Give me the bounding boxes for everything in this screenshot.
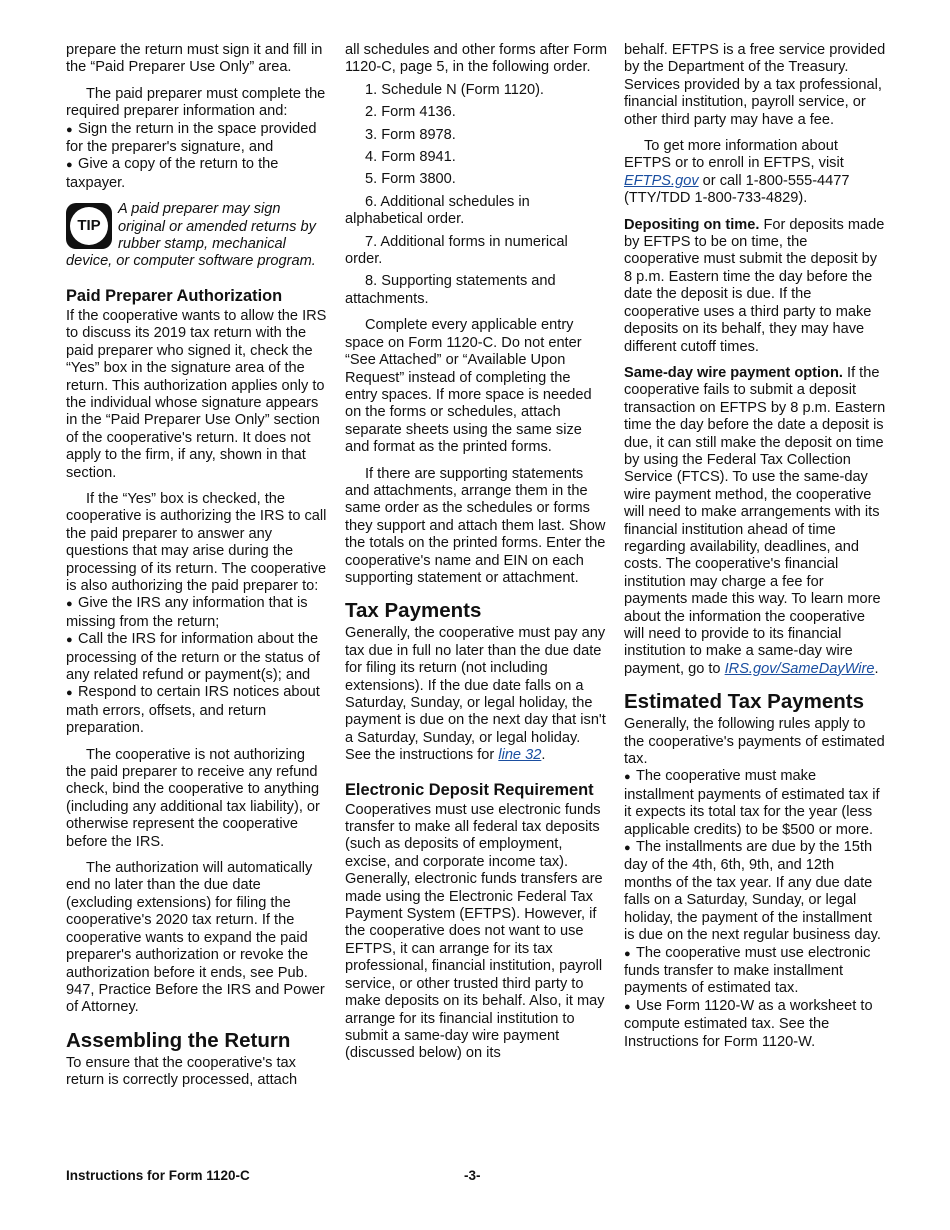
footer-form-title: Instructions for Form 1120-C — [66, 1168, 250, 1183]
paragraph: Generally, the cooperative must pay any tax due in full no later than the due date for filing its return (not including extensions). If the due date falls on a Saturday, Sunday, or legal holiday, the payment is due on the next day that isn't a Saturday, Sunday, or legal holiday. See the instructions for line 32. — [345, 625, 606, 764]
bullet-list-preparer — [66, 121, 328, 193]
paragraph: Cooperatives must use electronic funds transfer to make all federal tax deposits (such as deposits of employment, excise, and corporate income tax). Generally, electronic funds transfers are made using the Electronic Federal Tax Payment System (EFTPS). However, if the cooperative does not want to use EFTPS, it can arrange for its tax professional, financial institution, payroll service, or other trusted third party to make deposits on its behalf. Also, it may arrange for its financial institution to submit a same-day wire payment (discussed below) on its — [345, 801, 605, 1062]
paragraph: behalf. EFTPS is a free service provided by the Department of the Treasury. Services provided by a tax professional, financial institution, payroll service, or other third party may have a fee. — [624, 42, 886, 128]
paragraph: The authorization will automatically end no later than the due date (excluding extensions) for filing the cooperative's 2020 tax return. If the cooperative wants to expand the paid preparer's authorization or revoke the authorization before it ends, see Pub. 947, Practice Before the IRS and Power of Attorney. — [66, 860, 325, 1016]
bullet-icon: ● — [624, 947, 631, 960]
list-item: 2. Form 4136. — [365, 104, 456, 121]
list-item: ● Sign the return in the space provided for the preparer's signature, and — [66, 120, 317, 156]
paragraph-preparer-must: The paid preparer must complete the required preparer information and: — [66, 85, 326, 120]
ordered-list-attachments — [345, 82, 607, 308]
paragraph: Complete every applicable entry space on Form 1120-C. Do not enter “See Attached” or “Available Upon Request” instead of completing the entry spaces. If more space is needed on the forms or schedules, attach separate sheets using the same size and format as the printed forms. — [345, 317, 592, 456]
bullet-icon: ● — [624, 842, 631, 855]
paragraph: all schedules and other forms after Form 1120-C, page 5, in the following order. — [345, 42, 607, 76]
run-in-heading: Depositing on time. — [624, 216, 760, 233]
list-item: ● Respond to certain IRS notices about math errors, offsets, and return preparation. — [66, 684, 320, 737]
list-item: 7. Additional forms in numerical order. — [345, 233, 568, 268]
paragraph: If the “Yes” box is checked, the cooperative is authorizing the IRS to call the paid preparer to answer any questions that may arise during the processing of its return. The cooperative is also authorizing the paid preparer to: — [66, 490, 327, 594]
paragraph: To ensure that the cooperative's tax return is correctly processed, attach — [66, 1054, 298, 1089]
bullet-icon: ● — [66, 123, 73, 136]
tip-box — [66, 201, 328, 271]
list-item: 5. Form 3800. — [365, 171, 456, 188]
heading-estimated-tax-payments: Estimated Tax Payments — [624, 690, 865, 714]
run-in-heading: Same-day wire payment option. — [624, 364, 843, 381]
eftps-link[interactable]: EFTPS.gov — [624, 172, 699, 189]
bullet-list-estimated — [624, 768, 886, 1051]
tip-icon: TIP — [66, 203, 112, 249]
same-day-wire-link[interactable]: IRS.gov/SameDayWire — [724, 660, 875, 677]
list-item: 4. Form 8941. — [365, 149, 456, 166]
list-item: 3. Form 8978. — [365, 126, 456, 143]
column-right — [624, 42, 886, 1060]
column-middle — [345, 42, 607, 1072]
heading-paid-preparer-authorization: Paid Preparer Authorization — [66, 286, 283, 305]
heading-electronic-deposit-requirement: Electronic Deposit Requirement — [345, 780, 594, 799]
list-item: ● Call the IRS for information about the processing of the return or the status of any related refund or payment(s); and — [66, 631, 320, 683]
paragraph: Generally, the following rules apply to the cooperative's payments of estimated tax. — [624, 716, 885, 768]
paragraph: Depositing on time. For deposits made by EFTPS to be on time, the cooperative must submit the deposit by 8 p.m. Eastern time the day before the date the deposit is due. If the cooperative uses a third party to make deposits on its behalf, they may have different cutoff times. — [624, 216, 885, 355]
paragraph: The cooperative is not authorizing the paid preparer to receive any refund check, bind the cooperative to anything (including any additional tax liability), or otherwise represent the cooperative before the IRS. — [66, 746, 320, 850]
heading-assembling-the-return: Assembling the Return — [66, 1028, 291, 1052]
list-item: ● Give the IRS any information that is missing from the return; — [66, 595, 308, 630]
list-item: ● Give a copy of the return to the taxpayer. — [66, 156, 279, 191]
paragraph: If the cooperative wants to allow the IRS to discuss its 2019 tax return with the paid preparer who signed it, check the “Yes” box in the signature area of the return. This authorization applies only to the individual whose signature appears in the “Paid Preparer Use Only” section of the cooperative's return. It does not apply to the firm, if any, shown in that section. — [66, 307, 327, 481]
list-item: ● The cooperative must use electronic funds transfer to make installment payments of estimated tax. — [624, 944, 871, 997]
list-item: 8. Supporting statements and attachments. — [345, 273, 556, 307]
bullet-icon: ● — [624, 771, 631, 784]
bullet-icon: ● — [66, 634, 73, 647]
line-32-link[interactable]: line 32 — [498, 747, 542, 764]
list-item: 6. Additional schedules in alphabetical order. — [345, 193, 530, 228]
list-item: 1. Schedule N (Form 1120). — [365, 81, 544, 98]
bullet-icon: ● — [66, 598, 73, 611]
page-number: -3- — [464, 1168, 481, 1183]
paragraph: Same-day wire payment option. If the cooperative fails to submit a deposit transaction on EFTPS by 8 p.m. Eastern time the day before the date a deposit is due, it can still make the deposit on time by using the Federal Tax Collection Service (FTCS). To use the same-day wire payment method, the cooperative will need to make arrangements with its financial institution ahead of time regarding availability, deadlines, and costs. The cooperative's financial institution may charge a fee for payments made this way. To learn more about the information the cooperative will need to provide to its financial institution to make a same-day wire payment, go to IRS.gov/SameDayWire. — [624, 364, 886, 677]
bullet-list-authorization — [66, 595, 328, 737]
paragraph: If there are supporting statements and attachments, arrange them in the same order as the schedules or forms they support and attach them last. Show the totals on the printed forms. Enter the cooperative's name and EIN on each supporting statement or attachment. — [345, 465, 606, 586]
list-item: ● The installments are due by the 15th day of the 4th, 6th, 9th, and 12th months of the tax year. If any due date falls on a Saturday, Sunday, or legal holiday, the payment of the installment is due on the next regular business day. — [624, 839, 881, 944]
paragraph-intro: prepare the return must sign it and fill in the “Paid Preparer Use Only” area. — [66, 42, 323, 76]
paragraph: To get more information about EFTPS or to enroll in EFTPS, visit EFTPS.gov or call 1-800-555-4477 (TTY/TDD 1-800-733-4829). — [624, 138, 850, 207]
bullet-icon: ● — [66, 159, 73, 172]
column-left — [66, 42, 328, 1099]
list-item: ● Use Form 1120-W as a worksheet to compute estimated tax. See the Instructions for Form 1120-W. — [624, 997, 873, 1050]
tip-text: A paid preparer may sign original or amended returns by rubber stamp, mechanical device, or computer software program. — [66, 201, 316, 270]
bullet-icon: ● — [624, 1000, 631, 1013]
list-item: ● The cooperative must make installment payments of estimated tax if it expects its total tax for the year (less applicable credits) to be $500 or more. — [624, 768, 880, 838]
bullet-icon: ● — [66, 687, 73, 700]
heading-tax-payments: Tax Payments — [345, 599, 482, 623]
